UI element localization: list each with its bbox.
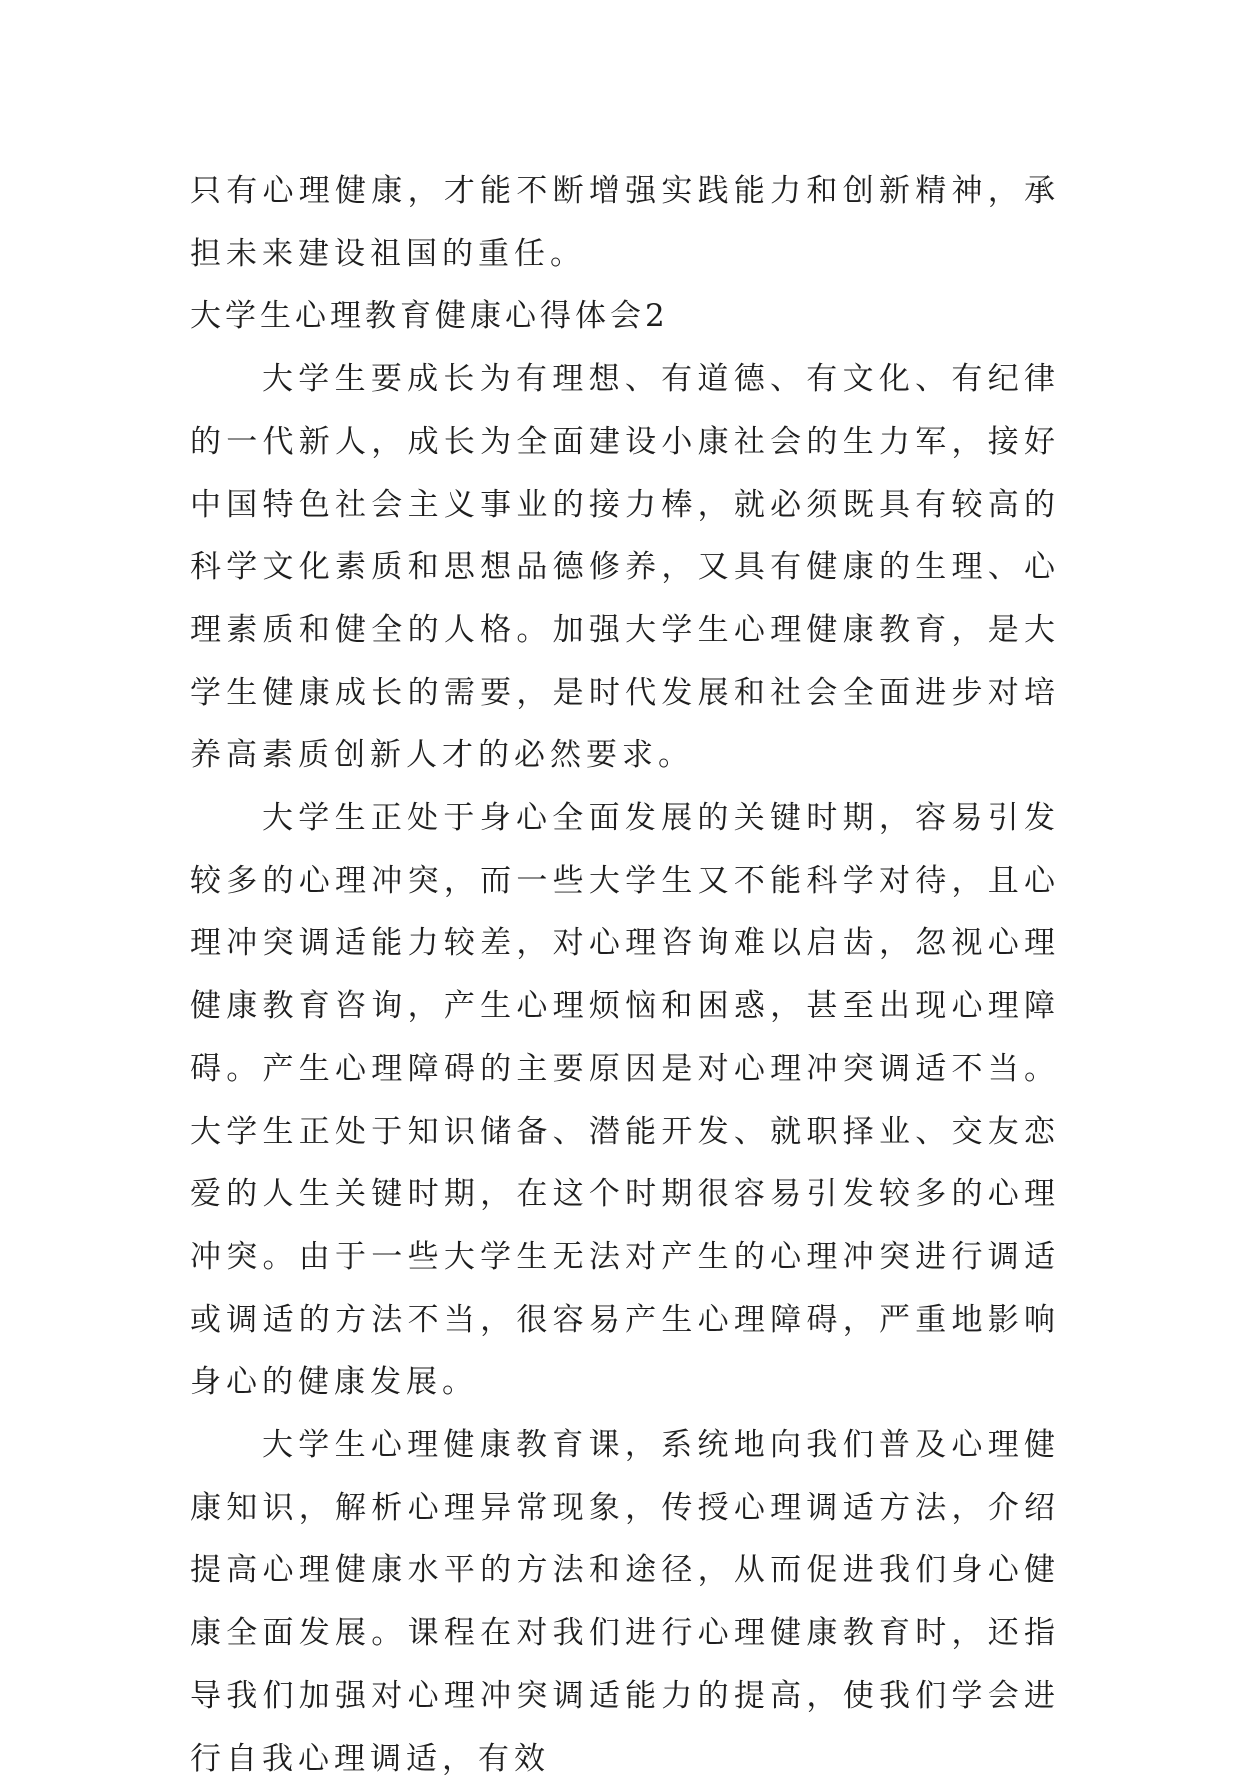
paragraph: 大学生心理健康教育课，系统地向我们普及心理健康知识，解析心理异常现象，传授心理调适方法，介绍提高心理健康水平的方法和途径，从而促进我们身心健康全面发展。课程在对我们进行心理健康教育时，还指导我们加强对心理冲突调适能力的提高，使我们学会进行自我心理调适，有效 — [190, 1427, 1060, 1777]
paragraph: 大学生正处于身心全面发展的关键时期，容易引发较多的心理冲突，而一些大学生又不能科学对待，且心理冲突调适能力较差，对心理咨询难以启齿，忽视心理健康教育咨询，产生心理烦恼和困惑，甚至出现心理障碍。产生心理障碍的主要原因是对心理冲突调适不当。大学生正处于知识储备、潜能开发、就职择业、交友恋爱的人生关键时期，在这个时期很容易引发较多的心理冲突。由于一些大学生无法对产生的心理冲突进行调适或调适的方法不当，很容易产生心理障碍，严重地影响身心的健康发展。 — [190, 800, 1060, 1401]
section-heading: 大学生心理教育健康心得体会2 — [190, 298, 669, 335]
paragraph-continuation: 只有心理健康，才能不断增强实践能力和创新精神，承担未来建设祖国的重任。 — [190, 173, 1060, 272]
document-body — [190, 160, 1060, 1790]
paragraph: 大学生要成长为有理想、有道德、有文化、有纪律的一代新人，成长为全面建设小康社会的生力军，接好中国特色社会主义事业的接力棒，就必须既具有较高的科学文化素质和思想品德修养，又具有健康的生理、心理素质和健全的人格。加强大学生心理健康教育，是大学生健康成长的需要，是时代发展和社会全面进步对培养高素质创新人才的必然要求。 — [190, 361, 1060, 774]
